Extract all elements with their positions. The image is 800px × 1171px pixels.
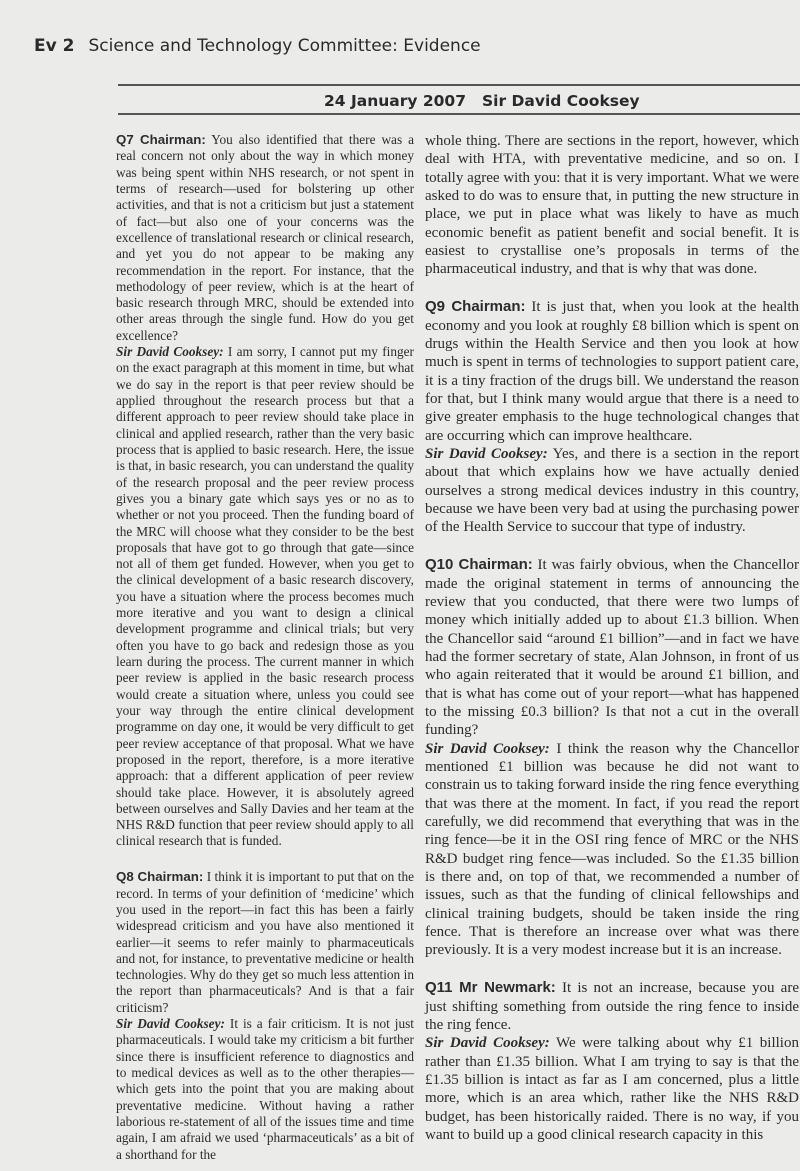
paragraph bbox=[425, 445, 799, 537]
witness-name: Sir David Cooksey bbox=[482, 92, 640, 110]
speaker-label: Q9 Chairman: bbox=[425, 298, 526, 316]
speaker-label: Sir David Cooksey: bbox=[425, 446, 548, 462]
speaker-label: Sir David Cooksey: bbox=[425, 1035, 550, 1052]
paragraph-text: We were talking about why £1 billion rather than £1.35 billion. What I am trying to say is that the £1.35 billion is intact as far as I am concerned, plus a little more, which is an area which, rather like the NHS R&D budget, has been historically raided. There is no way, if you want to build up a good clinical research capacity in this bbox=[425, 1035, 799, 1144]
paragraph bbox=[425, 1034, 799, 1144]
paragraph bbox=[116, 1016, 414, 1163]
session-header bbox=[324, 92, 640, 110]
paragraph-text: It is not an increase, because you are just shifting something from outside the ring fence to inside the ring fence. bbox=[425, 980, 799, 1033]
speaker-label: Q10 Chairman: bbox=[425, 556, 533, 574]
paragraph-text: It is a fair criticism. It is not just pharmaceuticals. I would take my criticism a bit further since there is insufficient reference to diagnostics and to medical devices as well as to the other therapies—which gets into the point that you are making about preventative medicine. Without having a rather laborious re-statement of all of the issues time and time again, I am afraid we used ‘pharmaceuticals’ as a bit of a shorthand for the bbox=[116, 1016, 414, 1162]
speaker-label: Q11 Mr Newmark: bbox=[425, 979, 556, 997]
speaker-label: Sir David Cooksey: bbox=[425, 740, 550, 757]
speaker-label: Sir David Cooksey: bbox=[116, 1016, 225, 1032]
paragraph-text: whole thing. There are sections in the report, however, which deal with HTA, with preventative medicine, and so on. I totally agree with you: that it is very important. What we were asked to do was to ensure that, in putting the new structure in place, we put in place what was likely to have as much economic benefit as patient benefit and social benefit. It is easiest to crystallise one’s proposals in terms of the pharmaceutical industry, and that is why that was done. bbox=[425, 133, 799, 278]
paragraph bbox=[116, 869, 414, 1016]
paragraph bbox=[425, 556, 799, 739]
session-date: 24 January 2007 bbox=[324, 92, 467, 110]
speaker-label: Q7 Chairman: bbox=[116, 132, 206, 147]
paragraph-text: I am sorry, I cannot put my finger on the exact paragraph at this moment in time, but what we do say in the report is that peer review should be applied throughout the research process but that a different approach to peer review should take place in clinical and applied research, rather than the very basic process that is applied to basic research. Here, the issue is that, in basic research, you can understand the quality of the research proposal and the peer review process gives you a binary gate which says yes or no as to whether or not you proceed. Then the funding board of the MRC will choose what they consider to be the best proposals that have got to go through that gate—since not all of them get funded. However, when you get to the clinical development of a basic research discovery, you have a situation where the process becomes much more iterative and you want to design a clinical development programme and clinical trials; but very often you have to go back and redesign those as you learn during the process. The current manner in which peer review is applied in the basic research process would create a situation where, unless you could see your way through the entire clinical development programme on day one, it would be very difficult to get peer review acceptance of that proposal. What we have proposed in the report, therefore, is a more iterative approach: that a different application of peer review should take place. However, it is absolutely agreed between ourselves and Sally Davies and her team at the NHS R&D function that peer review should apply to all clinical research that is funded. bbox=[116, 344, 414, 849]
running-head bbox=[34, 36, 481, 56]
speaker-label: Q8 Chairman: bbox=[116, 869, 204, 885]
paragraph-text: Yes, and there is a section in the report about that which explains how we have actually denied ourselves a strong medical devices industry in this country, because we have been very bad at using the purchasing power of the Health Service to succour that type of industry. bbox=[425, 446, 799, 536]
paragraph bbox=[116, 132, 414, 344]
paragraph bbox=[425, 132, 799, 279]
paragraph-text: It was fairly obvious, when the Chancellor made the original statement in terms of announcing the review that you conducted, that there were two lumps of money which initially added up to about £1.3 billion. When the Chancellor said “around £1 billion”—and in fact we have had the former secretary of state, Alan Johnson, in front of us who again reiterated that it would be around £1 billion, and that is what has come out of your report—what has happened to the missing £0.3 billion? Is that not a cut in the overall funding? bbox=[425, 557, 799, 739]
paragraph bbox=[425, 740, 799, 960]
paragraph-text: I think it is important to put that on the record. In terms of your definition of ‘medicine’ which you used in the report—in fact this has been a fairly widespread criticism and you have also mentioned it earlier—it seems to refer mainly to pharmaceuticals and not, for instance, to preventative medicine or health technologies. Why do they get so much less attention in the report than pharmaceuticals? And is that a fair criticism? bbox=[116, 869, 414, 1015]
paragraph-text: It is just that, when you look at the health economy and you look at roughly £8 billion which is spent on drugs within the Health Service and then you look at how much is spent in terms of technologies to support patient care, it is a tiny fraction of the drugs bill. We understand the reason for that, but I think many would argue that there is a need to give greater emphasis to the huge technological changes that are occurring which can improve healthcare. bbox=[425, 299, 800, 444]
paragraph-text: I think the reason why the Chancellor mentioned £1 billion was because he did not want to constrain us to taking forward inside the ring fence everything that was there at the moment. In fact, if you read the report carefully, we did recommend that everything that was in the ring fence—be it in the OSI ring fence of MRC or the NHS R&D budget ring fence—was included. So the £1.35 billion is there and, on top of that, we recommended a number of issues, such as that the funding of clinical fellowships and clinical training budgets, should be taken inside the ring fence. That is therefore an increase over what was there previously. It is a very modest increase but it is an increase. bbox=[425, 740, 799, 959]
header-rule-top bbox=[118, 84, 800, 86]
paragraph bbox=[116, 344, 414, 850]
page-reference: Ev 2 bbox=[34, 36, 75, 56]
left-column bbox=[116, 132, 414, 1163]
paragraph-text: You also identified that there was a real concern not only about the way in which money was being spent within NHS research, or not spent in terms of research—used for bolstering up other activities, and that is not a criticism but just a statement of fact—but also one of your concerns was the excellence of translational research or clinical research, and yet you do not appear to be making any recommendation in the report. For instance, that the methodology of peer review, which is at the heart of basic research through MRC, should be extended into other areas through the single fund. How do you get excellence? bbox=[116, 132, 414, 343]
paragraph bbox=[425, 298, 799, 445]
paragraph bbox=[425, 979, 799, 1034]
header-rule-bottom bbox=[118, 113, 800, 115]
speaker-label: Sir David Cooksey: bbox=[116, 344, 224, 360]
committee-title: Science and Technology Committee: Evidence bbox=[88, 36, 481, 56]
right-column bbox=[425, 132, 799, 1144]
